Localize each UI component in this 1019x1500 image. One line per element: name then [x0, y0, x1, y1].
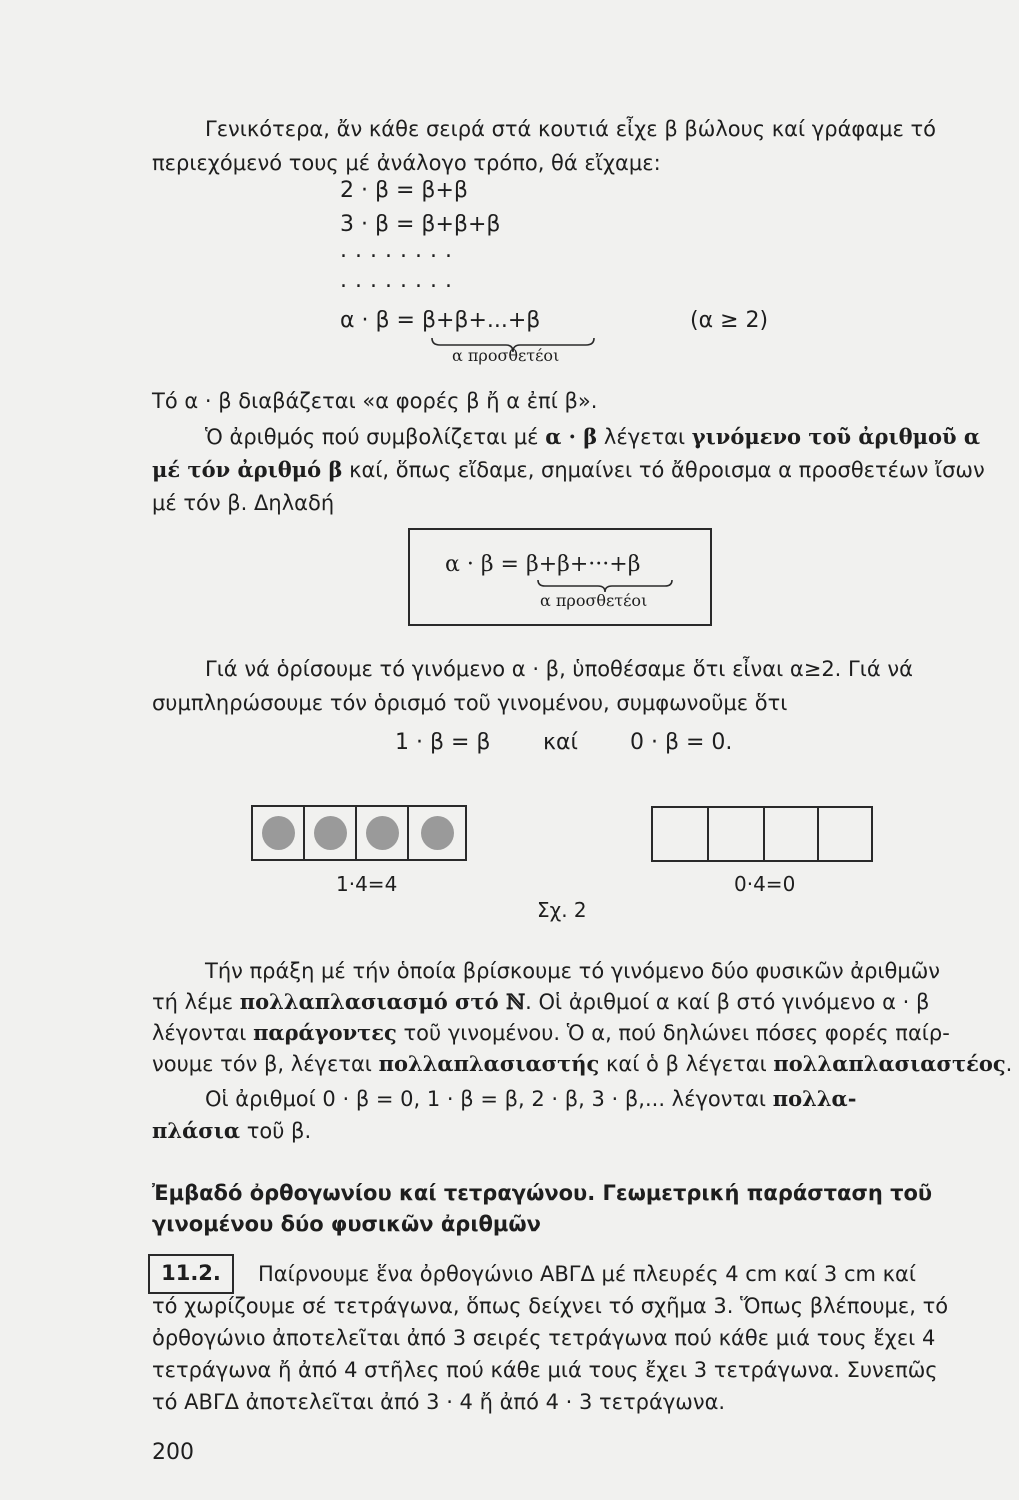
box-cell-3 [355, 805, 409, 861]
marble-icon [314, 816, 347, 850]
underbrace-label-1: α προσθετέοι [452, 346, 560, 365]
reading-line: Τό α · β διαβάζεται «α φορές β ἤ α ἐπί β». [152, 389, 598, 413]
terms-line-2: τή λέμε πολλαπλασιασμό στό ℕ. Οἱ ἀριθμοί α καί β στό γινόμενο α · β [152, 989, 930, 1014]
empty-cell-1 [651, 806, 709, 862]
figure-right-caption: 0·4=0 [734, 872, 796, 896]
empty-cell-4 [817, 806, 873, 862]
section-paragraph-line-1: Παίρνουμε ἕνα ὀρθογώνιο ΑΒΓΔ μέ πλευρές 4 cm καί 3 cm καί [258, 1262, 916, 1286]
equation-one-beta: 1 · β = β [395, 730, 491, 755]
multiples-line-1: Οἱ ἀριθμοί 0 · β = 0, 1 · β = β, 2 · β, 3 · β,... λέγονται πολλα- [205, 1086, 857, 1111]
definition-line-1: Ὁ ἀριθμός πού συμβολίζεται μέ α · β λέγεται γινόμενο τοῦ ἀριθμοῦ α [205, 424, 981, 449]
equation-zero-beta: 0 · β = 0. [630, 730, 733, 755]
ellipsis-row-1: ........ [340, 238, 460, 263]
section-heading-line-1: Ἐμβαδό ὀρθογωνίου καί τετραγώνου. Γεωμετρική παράσταση τοῦ [152, 1181, 933, 1205]
boxed-label: α προσθετέοι [540, 591, 648, 610]
box-cell-4 [407, 805, 467, 861]
empty-cell-3 [763, 806, 819, 862]
equation-and: καί [543, 730, 578, 755]
marble-icon [421, 816, 454, 850]
equation-two-beta: 2 · β = β+β [340, 178, 468, 203]
formula-box [408, 528, 712, 626]
equation-alpha-beta: α · β = β+β+...+β [340, 308, 541, 333]
terms-line-3: λέγονται παράγοντες τοῦ γινομένου. Ὁ α, πού δηλώνει πόσες φορές παίρ- [152, 1020, 950, 1045]
box-cell-2 [303, 805, 357, 861]
extend-line-1: Γιά νά ὁρίσουμε τό γινόμενο α · β, ὑποθέσαμε ὅτι εἶναι α≥2. Γιά νά [205, 657, 913, 681]
section-paragraph-line-3: ὀρθογώνιο ἀποτελεῖται ἀπό 3 σειρές τετράγωνα πού κάθε μιά τους ἔχει 4 [152, 1326, 936, 1350]
section-paragraph-line-5: τό ΑΒΓΔ ἀποτελεῖται ἀπό 3 · 4 ἤ ἀπό 4 · 3 τετράγωνα. [152, 1390, 726, 1414]
extend-line-2: συμπληρώσουμε τόν ὁρισμό τοῦ γινομένου, συμφωνοῦμε ὅτι [152, 691, 788, 715]
multiples-line-2: πλάσια τοῦ β. [152, 1118, 312, 1143]
box-cell-1 [251, 805, 305, 861]
terms-line-1: Τήν πράξη μέ τήν ὁποία βρίσκουμε τό γινόμενο δύο φυσικῶν ἀριθμῶν [205, 959, 941, 983]
definition-line-3: μέ τόν β. Δηλαδή [152, 491, 335, 515]
page-number: 200 [152, 1440, 194, 1465]
marble-icon [366, 816, 399, 850]
equation-three-beta: 3 · β = β+β+β [340, 212, 501, 237]
section-paragraph-line-4: τετράγωνα ἤ ἀπό 4 στῆλες πού κάθε μιά τους ἔχει 3 τετράγωνα. Συνεπῶς [152, 1358, 938, 1382]
equation-condition: (α ≥ 2) [690, 308, 769, 333]
empty-cell-2 [707, 806, 765, 862]
definition-line-2: μέ τόν ἀριθμό β καί, ὅπως εἴδαμε, σημαίνει τό ἄθροισμα α προσθετέων ἴσων [152, 457, 985, 482]
section-number-badge: 11.2. [148, 1254, 234, 1294]
boxed-equation: α · β = β+β+···+β [445, 552, 641, 577]
section-paragraph-line-2: τό χωρίζουμε σέ τετράγωνα, ὅπως δείχνει τό σχῆμα 3. Ὅπως βλέπουμε, τό [152, 1294, 949, 1318]
section-heading-line-2: γινομένου δύο φυσικῶν ἀριθμῶν [152, 1212, 541, 1236]
figure-label: Σχ. 2 [537, 898, 587, 922]
intro-line-1: Γενικότερα, ἄν κάθε σειρά στά κουτιά εἶχε β βώλους καί γράφαμε τό [205, 117, 936, 141]
intro-line-2: περιεχόμενό τους μέ ἀνάλογο τρόπο, θά εἴχαμε: [152, 151, 661, 175]
ellipsis-row-2: ........ [340, 268, 460, 293]
terms-line-4: νουμε τόν β, λέγεται πολλαπλασιαστής καί ὁ β λέγεται πολλαπλασιαστέος. [152, 1051, 1013, 1076]
marble-icon [262, 816, 295, 850]
figure-left-caption: 1·4=4 [336, 872, 398, 896]
